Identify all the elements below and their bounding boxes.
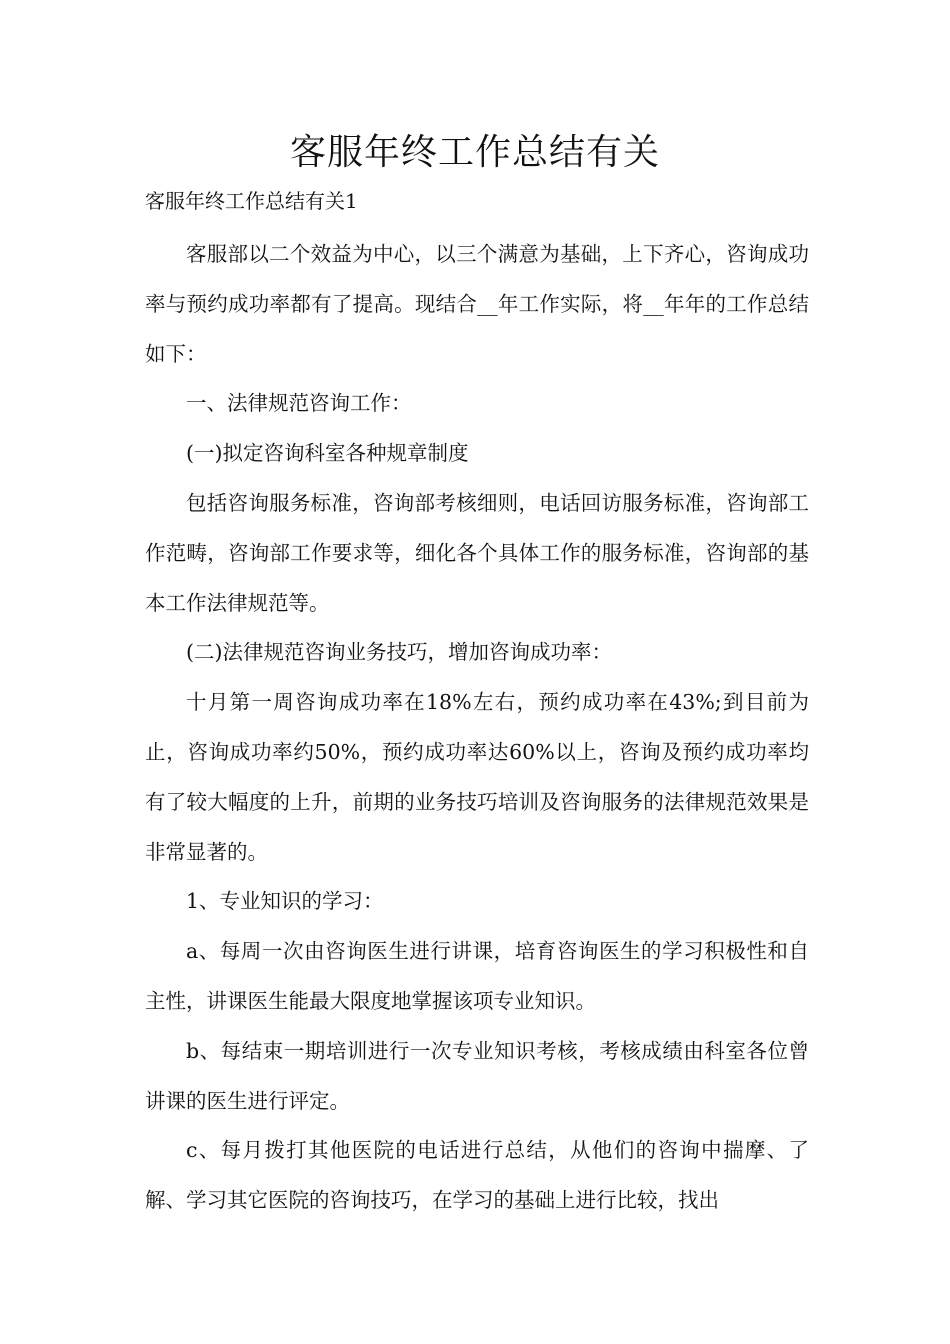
heading-section-1: 一、法律规范咨询工作： bbox=[186, 391, 412, 416]
heading-subsection-1: (一)拟定咨询科室各种规章制度 bbox=[186, 441, 469, 466]
paragraph-item-b: b、每结束一期培训进行一次专业知识考核，考核成绩由科室各位曾讲课的医生进行评定。 bbox=[145, 1038, 809, 1113]
heading-item-1: 1、专业知识的学习： bbox=[186, 889, 384, 914]
document-body bbox=[145, 230, 809, 1226]
document-subtitle: 客服年终工作总结有关1 bbox=[145, 189, 358, 213]
heading-subsection-2: (二)法律规范咨询业务技巧，增加咨询成功率： bbox=[186, 640, 612, 665]
paragraph-item-a: a、每周一次由咨询医生进行讲课，培育咨询医生的学习积极性和自主性，讲课医生能最大限度地掌握该项专业知识。 bbox=[145, 939, 809, 1013]
paragraph-success-rates: 十月第一周咨询成功率在18%左右，预约成功率在43%;到目前为止，咨询成功率约50%，预约成功率达60%以上，咨询及预约成功率均有了较大幅度的上升，前期的业务技巧培训及咨询服务的法律规范效果是非常显著的。 bbox=[145, 690, 809, 864]
paragraph-item-c: c、每月拨打其他医院的电话进行总结，从他们的咨询中揣摩、了解、学习其它医院的咨询技巧，在学习的基础上进行比较，找出 bbox=[145, 1138, 809, 1213]
paragraph-intro: 客服部以二个效益为中心，以三个满意为基础，上下齐心，咨询成功率与预约成功率都有了提高。现结合__年工作实际，将__年年的工作总结如下： bbox=[145, 242, 809, 366]
document-title: 客服年终工作总结有关 bbox=[289, 132, 660, 173]
paragraph-standards: 包括咨询服务标准，咨询部考核细则，电话回访服务标准，咨询部工作范畴，咨询部工作要求等，细化各个具体工作的服务标准，咨询部的基本工作法律规范等。 bbox=[145, 490, 809, 615]
